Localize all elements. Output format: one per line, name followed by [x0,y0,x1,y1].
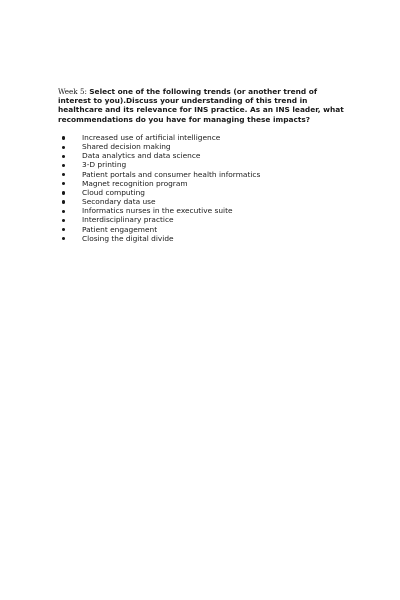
bullet-icon [62,173,65,176]
trend-item-cloud [58,188,260,197]
trend-label: Informatics nurses in the executive suite [82,206,233,216]
trend-label: Interdisciplinary practice [82,215,174,225]
week-label: Week 5: [58,87,90,96]
trend-item-patient-portals [58,170,260,179]
trend-label: Patient engagement [82,224,158,234]
trend-list [58,133,260,243]
trend-label: Cloud computing [82,187,145,197]
bullet-icon [62,136,65,139]
trend-item-3d-printing [58,160,260,169]
bullet-icon [62,210,65,213]
bullet-icon [62,191,65,194]
trend-label: Increased use of artificial intelligence [82,133,221,142]
bullet-icon [62,237,65,240]
trend-item-data-analytics [58,151,260,160]
bullet-icon [62,182,65,185]
trend-item-ai [58,133,260,142]
bullet-icon [62,228,65,231]
prompt-text: Select one of the following trends (or another trend of interest to you).Discuss your understanding of this trend in healthcare and its relevance for INS practice. As an INS leader, what recommendations do you have for managing these impacts? [58,87,344,124]
trend-item-patient-engagement [58,225,260,234]
trend-label: Shared decision making [82,142,171,152]
bullet-icon [62,146,65,149]
trend-item-interdisciplinary [58,215,260,224]
trend-label: Patient portals and consumer health informatics [82,169,261,179]
assignment-question [58,87,350,124]
trend-item-secondary-data [58,197,260,206]
trend-label: Secondary data use [82,197,156,207]
bullet-icon [62,155,65,158]
trend-label: Magnet recognition program [82,178,188,188]
trend-label: 3-D printing [82,160,127,170]
trend-label: Closing the digital divide [82,233,174,243]
trend-item-informatics-nurses [58,206,260,215]
bullet-icon [62,219,65,222]
bullet-icon [62,164,65,167]
trend-label: Data analytics and data science [82,151,201,161]
bullet-icon [62,200,65,203]
trend-item-shared-decision [58,142,260,151]
trend-item-magnet [58,179,260,188]
trend-item-digital-divide [58,234,260,243]
